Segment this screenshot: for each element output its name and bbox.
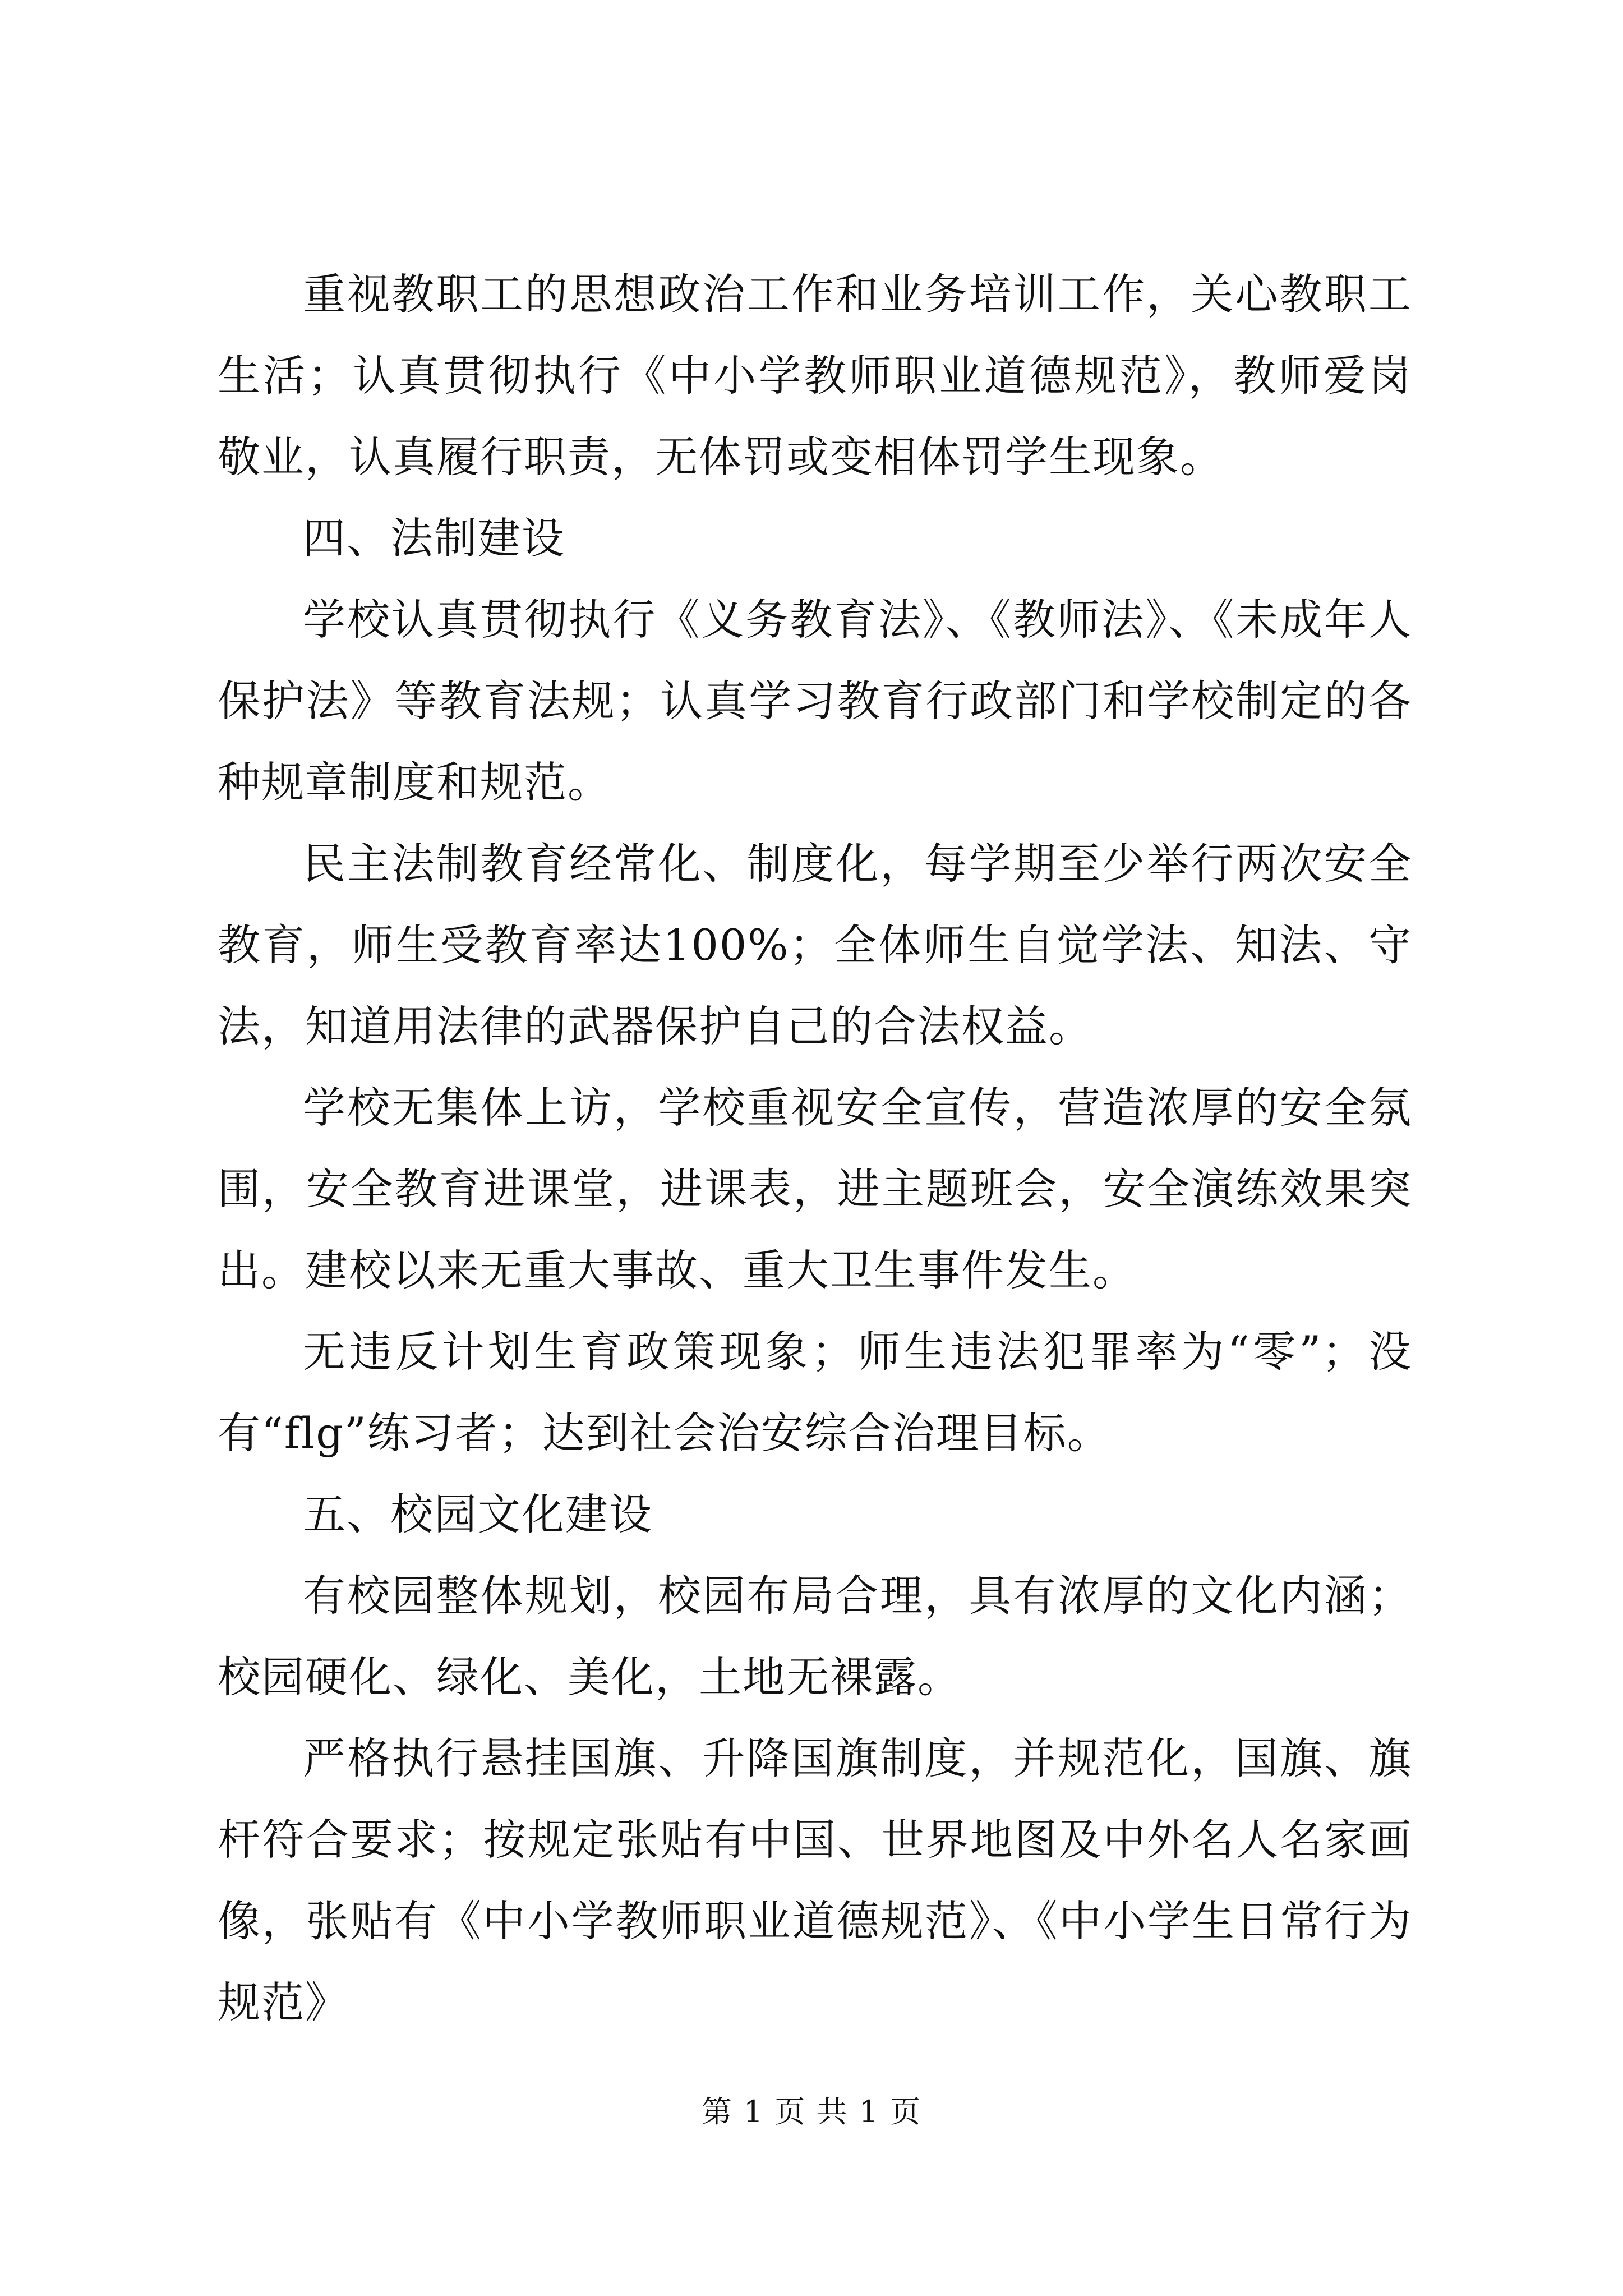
paragraph-staff-work: 重视教职工的思想政治工作和业务培训工作，关心教职工生活；认真贯彻执行《中小学教师职业道德规范》，教师爱岗敬业，认真履行职责，无体罚或变相体罚学生现象。: [218, 269, 1412, 482]
paragraph-flag-rules: 严格执行悬挂国旗、升降国旗制度，并规范化，国旗、旗杆符合要求；按规定张贴有中国、世界地图及中外名人名家画像，张贴有《中小学教师职业道德规范》、《中小学生日常行为规范》: [218, 1733, 1412, 2027]
document-body: [218, 254, 1412, 2043]
section-heading-culture: 五、校园文化建设: [303, 1489, 653, 1539]
paragraph-laws: 学校认真贯彻执行《义务教育法》、《教师法》、《未成年人保护法》等教育法规；认真学习教育行政部门和学校制定的各种规章制度和规范。: [218, 595, 1412, 807]
section-heading-legal: 四、法制建设: [303, 513, 565, 563]
paragraph-safety: 学校无集体上访，学校重视安全宣传，营造浓厚的安全氛围，安全教育进课堂，进课表，进主题班会，安全演练效果突出。建校以来无重大事故、重大卫生事件发生。: [218, 1083, 1412, 1295]
paragraph-campus-plan: 有校园整体规划，校园布局合理，具有浓厚的文化内涵；校园硬化、绿化、美化，土地无裸露。: [218, 1571, 1412, 1702]
paragraph-legal-education: 民主法制教育经常化、制度化，每学期至少举行两次安全教育，师生受教育率达100%；全体师生自觉学法、知法、守法，知道用法律的武器保护自己的合法权益。: [218, 839, 1412, 1051]
paragraph-compliance: 无违反计划生育政策现象；师生违法犯罪率为“零”；没有“flg”练习者；达到社会治安综合治理目标。: [218, 1327, 1412, 1458]
page-footer: 第 1 页 共 1 页: [701, 2094, 922, 2129]
